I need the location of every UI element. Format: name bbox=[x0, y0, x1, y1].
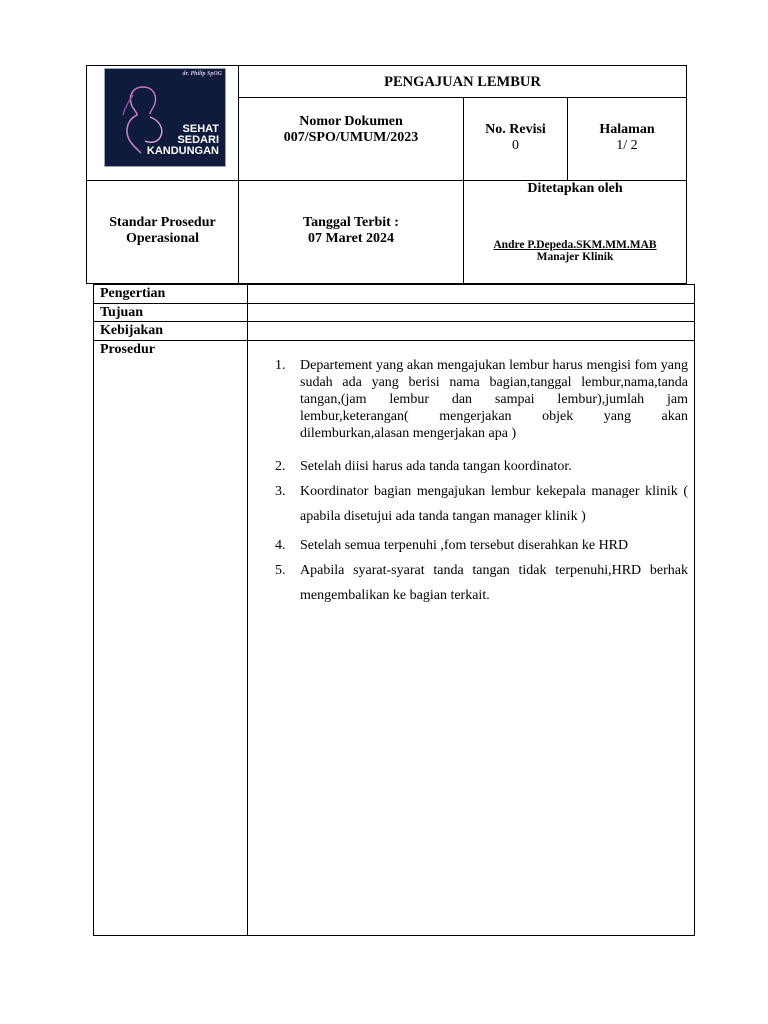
step-text: Setelah diisi harus ada tanda tangan koordinator. bbox=[300, 459, 572, 474]
document-number-cell bbox=[238, 97, 464, 181]
procedure-table bbox=[93, 284, 695, 936]
approval-cell bbox=[463, 180, 687, 284]
label-pengertian: Pengertian bbox=[100, 286, 166, 301]
clinic-logo bbox=[104, 68, 226, 167]
issue-date-value: 07 Maret 2024 bbox=[307, 231, 395, 246]
issue-date-label: Tanggal Terbit : bbox=[303, 215, 399, 230]
signer-name: Andre P.Depeda.SKM.MM.MAB bbox=[493, 239, 657, 251]
spo-line1: Standar Prosedur bbox=[109, 215, 216, 230]
procedure-step bbox=[275, 479, 688, 529]
step-text: Setelah semua terpenuhi ,fom tersebut diserahkan ke HRD bbox=[300, 538, 629, 553]
page-value: 1/ 2 bbox=[616, 138, 638, 153]
row-divider bbox=[94, 340, 694, 341]
logo-doctor-name: dr. Philip SpOG bbox=[182, 71, 222, 77]
document-header bbox=[86, 65, 687, 284]
step-number: 5. bbox=[275, 563, 286, 578]
label-prosedur: Prosedur bbox=[100, 342, 155, 357]
step-number: 2. bbox=[275, 459, 286, 474]
logo-text-line2: SEDARI bbox=[177, 134, 219, 146]
step-number: 3. bbox=[275, 484, 286, 499]
logo-text-line1: SEHAT bbox=[182, 123, 219, 135]
title-cell bbox=[238, 65, 687, 98]
step-text: Apabila syarat-syarat tanda tangan tidak terpenuhi,HRD berhak mengembalikan ke bagian terkait. bbox=[300, 563, 688, 603]
procedure-step bbox=[275, 357, 688, 442]
document-number-value: 007/SPO/UMUM/2023 bbox=[283, 130, 419, 145]
procedure-step bbox=[275, 558, 688, 608]
procedure-step bbox=[275, 537, 688, 554]
step-number: 1. bbox=[275, 358, 286, 373]
procedure-step bbox=[275, 458, 688, 475]
issue-date-cell bbox=[238, 180, 464, 284]
label-kebijakan: Kebijakan bbox=[100, 323, 164, 338]
logo-text bbox=[109, 124, 219, 157]
document-title: PENGAJUAN LEMBUR bbox=[384, 74, 541, 90]
page-label: Halaman bbox=[599, 122, 655, 137]
label-tujuan: Tujuan bbox=[100, 305, 144, 320]
spo-cell bbox=[86, 180, 239, 284]
approval-label: Ditetapkan oleh bbox=[527, 181, 623, 196]
step-number: 4. bbox=[275, 538, 286, 553]
row-divider bbox=[94, 303, 694, 304]
revision-value: 0 bbox=[512, 138, 519, 153]
step-text: Departement yang akan mengajukan lembur harus mengisi fom yang sudah ada yang berisi nama bagian,tanggal lembur,nama,tanda tangan,(jam lembur dan sampai lembur),jumlah jam lembur,keterangan( mengerjakan objek yang akan dilemburkan,alasan mengerjakan apa ) bbox=[300, 358, 688, 441]
logo-text-line3: KANDUNGAN bbox=[146, 145, 219, 157]
row-divider bbox=[94, 321, 694, 322]
spo-line2: Operasional bbox=[125, 231, 200, 246]
document-number-label: Nomor Dokumen bbox=[299, 114, 403, 129]
revision-cell bbox=[463, 97, 568, 181]
logo-cell bbox=[86, 65, 239, 181]
revision-label: No. Revisi bbox=[485, 122, 546, 137]
page-cell bbox=[567, 97, 687, 181]
procedure-steps bbox=[275, 357, 688, 608]
column-divider bbox=[247, 285, 248, 935]
signer-title: Manajer Klinik bbox=[536, 251, 614, 263]
step-text: Koordinator bagian mengajukan lembur kekepala manager klinik ( apabila disetujui ada tanda tangan manager klinik ) bbox=[300, 484, 688, 524]
